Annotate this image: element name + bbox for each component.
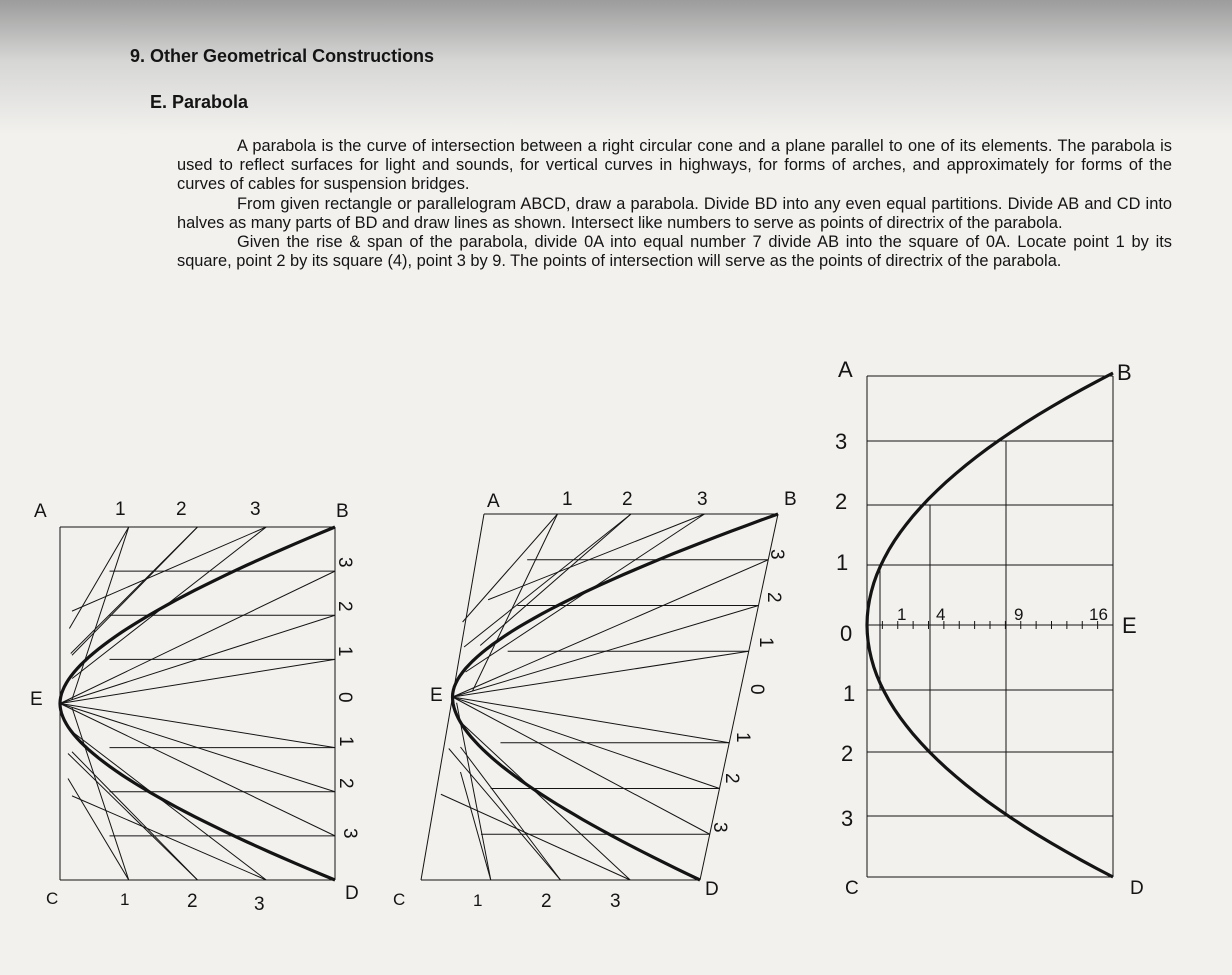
- ray-upper-3: [60, 571, 335, 703]
- bottom-division-1: 1: [473, 891, 483, 910]
- side-division-2-upper: 2: [763, 592, 784, 603]
- ray-upper-1: [453, 651, 749, 697]
- top-fan-1: [69, 527, 128, 629]
- ray-lower-3: [453, 697, 710, 834]
- bottom-fan-2: [461, 747, 561, 880]
- figure-parallelogram-method: [393, 489, 797, 912]
- corner-d-label: D: [345, 883, 359, 904]
- ray-lower-3: [60, 704, 335, 836]
- subsection-title: E. Parabola: [150, 92, 249, 112]
- side-division-2-upper: 2: [334, 601, 355, 612]
- corner-c-label: C: [845, 878, 859, 899]
- top-division-1: 1: [115, 499, 126, 520]
- side-division-2-lower: 2: [721, 773, 742, 784]
- span-square-1: 1: [897, 605, 907, 624]
- bottom-fan-3: [68, 729, 266, 881]
- ray-upper-1: [60, 659, 335, 703]
- section-title: 9. Other Geometrical Constructions: [130, 46, 435, 66]
- span-square-4: 4: [936, 605, 946, 624]
- paragraph-offset-method: Given the rise & span of the parabola, divide 0A into equal number 7 divide AB into the square of 0A. Locate point 1 by its square, point 2 by its square (4), point 3 by 9. The points of intersection will serve as the points of directrix of the parabola.: [177, 233, 1172, 271]
- rise-division-0: 0: [840, 621, 853, 646]
- paragraph-definition: A parabola is the curve of intersection between a right circular cone and a plane parallel to one of its elements. The parabola is used to reflect surfaces for light and sounds, for vertical curves in highways, for forms of arches, and approximately for forms of the curves of cables for suspension bridges.: [177, 137, 1172, 194]
- bottom-division-3: 3: [610, 891, 621, 912]
- ray-lower-1: [453, 697, 730, 743]
- top-division-3: 3: [697, 489, 708, 510]
- side-division-1-upper: 1: [334, 646, 355, 657]
- top-division-3: 3: [250, 499, 261, 520]
- side-division-1-lower: 1: [732, 732, 753, 743]
- corner-a-label: A: [838, 357, 853, 382]
- bottom-fan-b-3: [441, 794, 630, 880]
- corner-b-label: B: [784, 489, 797, 510]
- paragraph-rectangle-method: From given rectangle or parallelogram ABCD, draw a parabola. Divide BD into any even equal partitions. Divide AB and CD into halves as many parts of BD and draw lines as shown. Intersect like numbers to serve as points of directrix of the parabola.: [177, 194, 1172, 232]
- bottom-fan-1: [68, 779, 129, 881]
- top-division-2: 2: [622, 489, 633, 510]
- corner-c-label: C: [393, 890, 406, 909]
- side-division-0: 0: [334, 692, 355, 703]
- side-division-0: 0: [746, 684, 767, 695]
- side-division-2-lower: 2: [335, 778, 356, 789]
- figure-rectangle-method: [30, 499, 360, 915]
- vertex-e-label: E: [30, 689, 43, 710]
- side-division-1-upper: 1: [755, 637, 776, 648]
- rise-division-1-upper: 1: [836, 550, 849, 575]
- side-division-1-lower: 1: [335, 736, 356, 747]
- span-square-16: 16: [1089, 605, 1108, 624]
- figure-offset-method: [835, 357, 1144, 899]
- rise-division-2-upper: 2: [835, 489, 848, 514]
- rise-division-3-upper: 3: [835, 429, 848, 454]
- top-division-1: 1: [562, 489, 573, 510]
- bottom-division-1: 1: [120, 890, 130, 909]
- ray-lower-1: [60, 704, 335, 748]
- corner-b-label: B: [336, 501, 349, 522]
- top-fan-b-1: [72, 527, 129, 699]
- bottom-fan-b-1: [72, 708, 129, 880]
- side-division-3-upper: 3: [334, 557, 355, 568]
- construction-lines: [60, 527, 335, 880]
- bottom-division-2: 2: [187, 891, 198, 912]
- top-fan-b-1: [472, 514, 557, 691]
- bottom-fan-2: [68, 754, 198, 881]
- bottom-division-2: 2: [541, 891, 552, 912]
- bottom-division-3: 3: [254, 894, 265, 915]
- corner-b-label: B: [1117, 360, 1132, 385]
- corner-d-label: D: [1130, 878, 1144, 899]
- top-division-2: 2: [176, 499, 187, 520]
- side-division-3-lower: 3: [339, 828, 360, 839]
- vertex-e-label: E: [1122, 613, 1137, 638]
- rise-division-1-lower: 1: [843, 681, 856, 706]
- side-division-3-upper: 3: [766, 549, 787, 560]
- span-square-9: 9: [1014, 605, 1024, 624]
- corner-a-label: A: [34, 501, 47, 522]
- bottom-fan-1: [461, 772, 491, 880]
- vertex-e-label: E: [430, 685, 443, 706]
- corner-c-label: C: [46, 889, 59, 908]
- rise-division-3-lower: 3: [841, 806, 854, 831]
- side-division-3-lower: 3: [709, 822, 730, 833]
- rise-division-2-lower: 2: [841, 741, 854, 766]
- corner-d-label: D: [705, 879, 719, 900]
- corner-a-label: A: [487, 491, 500, 512]
